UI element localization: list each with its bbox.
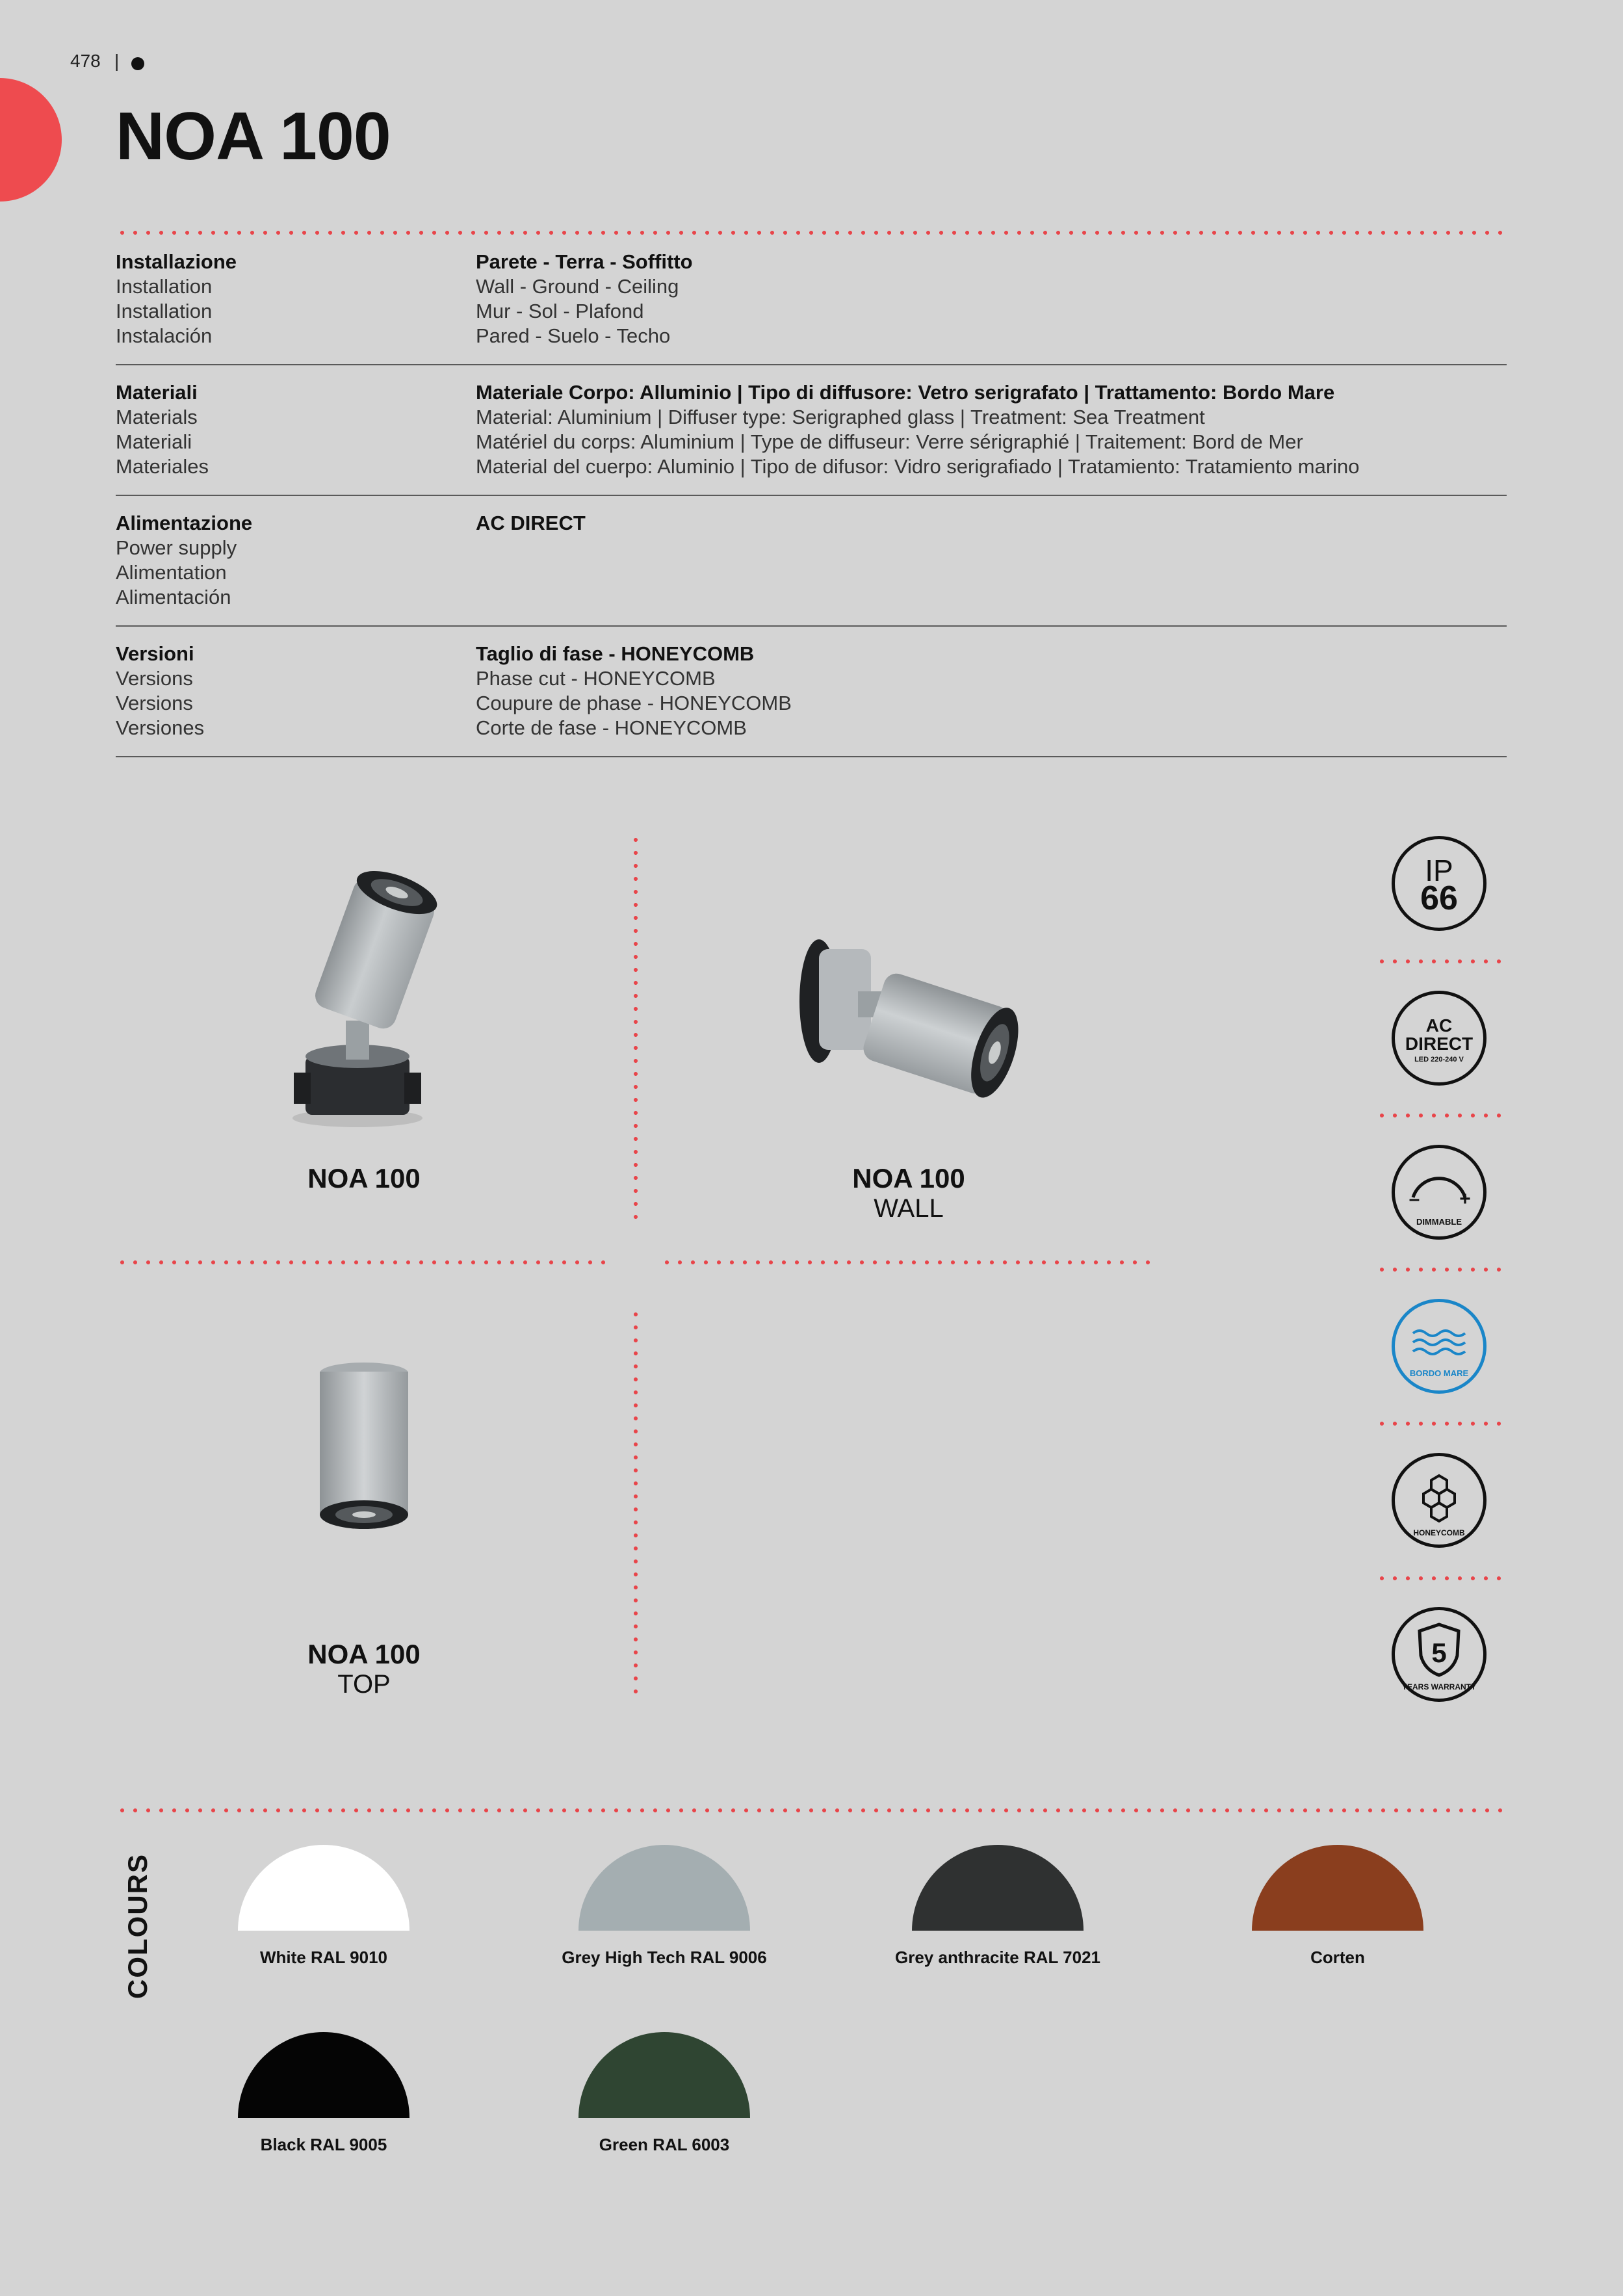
warranty-badge-icon xyxy=(1392,1607,1487,1702)
product-variant: TOP xyxy=(337,1670,391,1699)
colour-name: Grey anthracite RAL 7021 xyxy=(895,1948,1100,1967)
spec-label: Alimentazione xyxy=(116,512,253,534)
dotted-divider xyxy=(1375,1422,1507,1426)
spec-value: Coupure de phase - HONEYCOMB xyxy=(476,692,792,714)
spec-label: Versioni xyxy=(116,642,194,665)
colour-name: Grey High Tech RAL 9006 xyxy=(562,1948,767,1967)
spec-label: Installation xyxy=(116,300,213,322)
product-name: NOA 100 xyxy=(307,1639,421,1669)
dotted-divider xyxy=(1375,959,1507,963)
spec-label: Materiali xyxy=(116,381,198,404)
dimmable-badge-icon xyxy=(1392,1145,1487,1240)
colour-swatch xyxy=(912,1845,1084,1931)
noa-100-wall-image xyxy=(780,923,1020,1118)
colour-name: White RAL 9010 xyxy=(259,1948,387,1967)
ac-badge-line1: AC xyxy=(1425,1015,1453,1036)
row-divider xyxy=(116,756,1507,757)
ip66-badge-icon xyxy=(1392,836,1487,931)
ip-badge-top: IP xyxy=(1425,854,1453,887)
page-number: 478 xyxy=(70,51,101,71)
dotted-divider xyxy=(116,1808,1511,1812)
warranty-number: 5 xyxy=(1431,1637,1447,1668)
red-corner-circle xyxy=(0,78,62,202)
spec-label: Materiales xyxy=(116,455,209,478)
spec-value: Corte de fase - HONEYCOMB xyxy=(476,716,747,739)
colour-name: Corten xyxy=(1310,1948,1365,1967)
colours-heading xyxy=(117,1851,159,2001)
dotted-divider xyxy=(1375,1576,1507,1580)
spec-power-values xyxy=(476,511,1509,536)
dotted-divider xyxy=(116,231,1511,235)
spec-label: Power supply xyxy=(116,536,237,559)
ac-badge-line3: LED 220-240 V xyxy=(1414,1056,1464,1063)
spec-label: Versiones xyxy=(116,716,205,739)
spec-materials-labels xyxy=(116,380,467,479)
dotted-divider xyxy=(1375,1268,1507,1272)
product-name: NOA 100 xyxy=(307,1163,421,1194)
colour-swatch xyxy=(1252,1845,1423,1931)
row-divider xyxy=(116,625,1507,627)
spec-power-labels xyxy=(116,511,467,610)
colour-swatch xyxy=(578,1845,750,1931)
honeycomb-badge-icon xyxy=(1392,1453,1487,1548)
spec-label: Instalación xyxy=(116,324,213,347)
spec-label: Versions xyxy=(116,692,193,714)
ip-badge-bottom: 66 xyxy=(1420,880,1458,917)
colour-swatch xyxy=(578,2032,750,2118)
spec-value: Material: Aluminium | Diffuser type: Serigraphed glass | Treatment: Sea Treatment xyxy=(476,406,1205,428)
dimmable-label: DIMMABLE xyxy=(1416,1217,1462,1227)
spec-label: Versions xyxy=(116,667,193,690)
ac-badge-line2: DIRECT xyxy=(1405,1034,1474,1054)
spec-value: AC DIRECT xyxy=(476,512,586,534)
spec-materials-values xyxy=(476,380,1509,479)
spec-value: Matériel du corps: Aluminium | Type de diffuseur: Verre sérigraphié | Traitement: Bord de Mer xyxy=(476,430,1303,453)
spec-value: Taglio di fase - HONEYCOMB xyxy=(476,642,755,665)
colours-heading-text: COLOURS xyxy=(122,1853,153,1999)
spec-label: Installation xyxy=(116,275,213,298)
spec-value: Wall - Ground - Ceiling xyxy=(476,275,679,298)
bordo-mare-label: BORDO MARE xyxy=(1409,1368,1469,1378)
spec-value: Material del cuerpo: Aluminio | Tipo de difusor: Vidro serigrafiado | Tratamiento: Tratamiento marino xyxy=(476,455,1360,478)
dimmable-minus: – xyxy=(1409,1188,1420,1210)
spec-label: Materials xyxy=(116,406,198,428)
spec-versions-values xyxy=(476,642,1509,740)
colour-name: Green RAL 6003 xyxy=(599,2135,730,2154)
noa-100-top-image xyxy=(305,1359,422,1547)
spec-value: Phase cut - HONEYCOMB xyxy=(476,667,716,690)
spec-value: Parete - Terra - Soffitto xyxy=(476,250,693,273)
colour-name: Black RAL 9005 xyxy=(260,2135,387,2154)
colour-swatch xyxy=(238,1845,409,1931)
dimmable-plus: + xyxy=(1459,1188,1471,1210)
spec-installation-labels xyxy=(116,250,467,348)
page-dot-icon xyxy=(131,57,144,70)
warranty-label: YEARS WARRANTY xyxy=(1401,1682,1477,1691)
noa-100-image xyxy=(266,858,481,1131)
ac-direct-badge-icon xyxy=(1392,991,1487,1086)
spec-value: Materiale Corpo: Alluminio | Tipo di diffusore: Vetro serigrafato | Trattamento: Bordo Mare xyxy=(476,381,1335,404)
colour-swatch xyxy=(238,2032,409,2118)
row-divider xyxy=(116,364,1507,365)
bordo-mare-badge-icon xyxy=(1392,1299,1487,1394)
product-variant: WALL xyxy=(874,1194,944,1223)
spec-value: Mur - Sol - Plafond xyxy=(476,300,644,322)
spec-label: Alimentation xyxy=(116,561,227,584)
spec-label: Installazione xyxy=(116,250,237,273)
dotted-divider-vertical xyxy=(634,833,638,1223)
dotted-divider xyxy=(660,1260,1156,1264)
dotted-divider xyxy=(116,1260,610,1264)
honeycomb-label: HONEYCOMB xyxy=(1413,1528,1465,1537)
spec-installation-values xyxy=(476,250,1509,348)
dotted-divider xyxy=(1375,1114,1507,1117)
spec-label: Alimentación xyxy=(116,586,231,608)
dotted-divider-vertical xyxy=(634,1308,638,1698)
page-separator: | xyxy=(114,51,120,71)
product-name: NOA 100 xyxy=(852,1163,965,1194)
page-title: NOA 100 xyxy=(116,99,391,174)
spec-label: Materiali xyxy=(116,430,192,453)
spec-versions-labels xyxy=(116,642,467,740)
spec-value: Pared - Suelo - Techo xyxy=(476,324,671,347)
row-divider xyxy=(116,495,1507,496)
